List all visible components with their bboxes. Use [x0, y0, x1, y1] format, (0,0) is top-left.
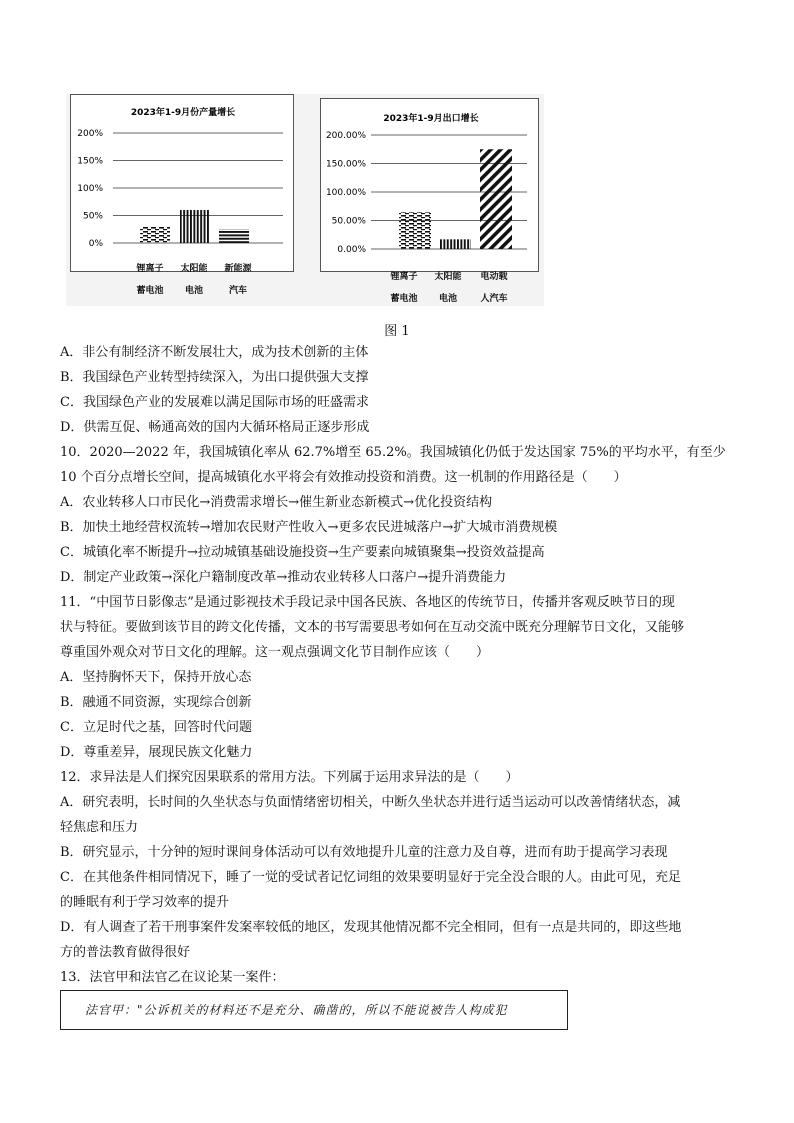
export-growth-chart-svg — [321, 99, 538, 271]
chart-1-title: 2023年1-9月份产量增长 — [130, 108, 236, 118]
q11-stem-line-2: 状与特征。要做到该节目的跨文化传播，文本的书写需要思考如何在互动交流中既充分理解节日文化，又能够 — [60, 620, 685, 635]
q11-option-b: B．融通不同资源，实现综合创新 — [60, 695, 252, 710]
chart-2-title: 2023年1-9月出口增长 — [383, 114, 479, 124]
q9-option-d: D．供需互促、畅通高效的国内大循环格局正逐步形成 — [60, 420, 370, 435]
q9-option-a: A．非公有制经济不断发展壮大，成为技术创新的主体 — [60, 345, 369, 360]
chart-1-bar-2 — [219, 229, 249, 243]
judge-a-quote: 法官甲："公诉机关的材料还不是充分、确凿的，所以不能说被告人构成犯 — [85, 1003, 508, 1017]
chart-2-ytick: 200.00% — [325, 131, 366, 141]
chart-1-ytick: 50% — [82, 211, 103, 222]
q13-stem: 13．法官甲和法官乙在议论某一案件： — [60, 970, 285, 985]
q11-stem-line-1: 11．“中国节日影像志”是通过影视技术手段记录中国各民族、各地区的传统节日，传播并客观反映节日的现 — [60, 595, 675, 610]
q12-option-d-line-1: D．有人调查了若干刑事案件发案率较低的地区，发现其他情况都不完全相同，但有一点是共同的，即这些地 — [60, 920, 682, 935]
q11-option-d: D．尊重差异，展现民族文化魅力 — [60, 745, 253, 760]
chart-1-ytick: 200% — [77, 129, 103, 139]
chart1-category-1: 太阳能 电池 — [180, 264, 208, 296]
chart-2-ytick: 100.00% — [325, 188, 366, 198]
chart-1-bar-1 — [180, 210, 210, 243]
q12-option-c-line-1: C．在其他条件相同情况下，睡了一觉的受试者记忆词组的效果要明显好于完全没合眼的人。由此可见，充足 — [60, 870, 681, 885]
chart-1-ytick: 150% — [77, 156, 103, 167]
q11-option-a: A．坚持胸怀天下，保持开放心态 — [60, 670, 252, 685]
chart1-category-0: 锂离子 蓄电池 — [136, 264, 164, 296]
q11-option-c: C．立足时代之基，回答时代问题 — [60, 720, 252, 735]
chart-2-ytick: 150.00% — [325, 159, 366, 170]
q12-option-d-line-2: 方的普法教育做得很好 — [60, 945, 191, 960]
q9-option-c: C．我国绿色产业的发展难以满足国际市场的旺盛需求 — [60, 395, 369, 410]
q12-stem: 12．求异法是人们探究因果联系的常用方法。下列属于运用求异法的是（ ） — [60, 770, 519, 785]
chart2-category-1: 太阳能 电池 — [434, 272, 462, 304]
q10-stem-line-2: 10 个百分点增长空间，提高城镇化水平将会有效推动投资和消费。这一机制的作用路径是（ ） — [60, 470, 627, 485]
chart-2-bar-2 — [480, 149, 512, 249]
judge-quote-box — [60, 990, 568, 1030]
q12-option-a-line-1: A．研究表明，长时间的久坐状态与负面情绪密切相关，中断久坐状态并进行适当运动可以改善情绪状态，减 — [60, 795, 681, 810]
q12-option-b: B．研究显示，十分钟的短时课间身体活动可以有效地提升儿童的注意力及自尊，进而有助于提高学习表现 — [60, 845, 668, 860]
chart-2-bar-0 — [399, 212, 431, 249]
chart-1-ytick: 100% — [77, 184, 103, 194]
chart1-category-2: 新能源 汽车 — [224, 264, 252, 296]
q9-option-b: B．我国绿色产业转型持续深入，为出口提供强大支撑 — [60, 370, 369, 385]
chart-2-ytick: 50.00% — [331, 216, 366, 227]
q10-option-d: D．制定产业政策→深化户籍制度改革→推动农业转移人口落户→提升消费能力 — [60, 570, 507, 585]
export-growth-chart — [320, 98, 539, 272]
chart-2-ytick: 0.00% — [337, 245, 366, 255]
q10-option-b: B．加快土地经营权流转→增加农民财产性收入→更多农民进城落户→扩大城市消费规模 — [60, 520, 558, 535]
production-growth-chart — [70, 94, 294, 272]
chart2-category-0: 锂离子 蓄电池 — [390, 272, 418, 304]
production-growth-chart-svg — [71, 95, 293, 271]
q10-stem-line-1: 10．2020—2022 年，我国城镇化率从 62.7%增至 65.2%。我国城镇化仍低于发达国家 75%的平均水平，有至少 — [60, 445, 726, 460]
q12-option-c-line-2: 的睡眠有利于学习效率的提升 — [60, 895, 230, 910]
q12-option-a-line-2: 轻焦虑和压力 — [60, 820, 139, 835]
figure-caption: 图 1 — [384, 324, 410, 339]
q11-stem-line-3: 尊重国外观众对节日文化的理解。这一观点强调文化节目制作应该（ ） — [60, 645, 490, 660]
chart-2-bar-1 — [439, 239, 471, 249]
figure-1 — [66, 94, 544, 306]
q10-option-a: A．农业转移人口市民化→消费需求增长→催生新业态新模式→优化投资结构 — [60, 495, 493, 510]
chart-1-bar-0 — [140, 227, 170, 244]
chart-1-ytick: 0% — [88, 239, 103, 249]
q10-option-c: C．城镇化率不断提升→拉动城镇基础设施投资→生产要素向城镇聚集→投资效益提高 — [60, 545, 545, 560]
chart2-category-2: 电动载 人汽车 — [480, 272, 508, 304]
